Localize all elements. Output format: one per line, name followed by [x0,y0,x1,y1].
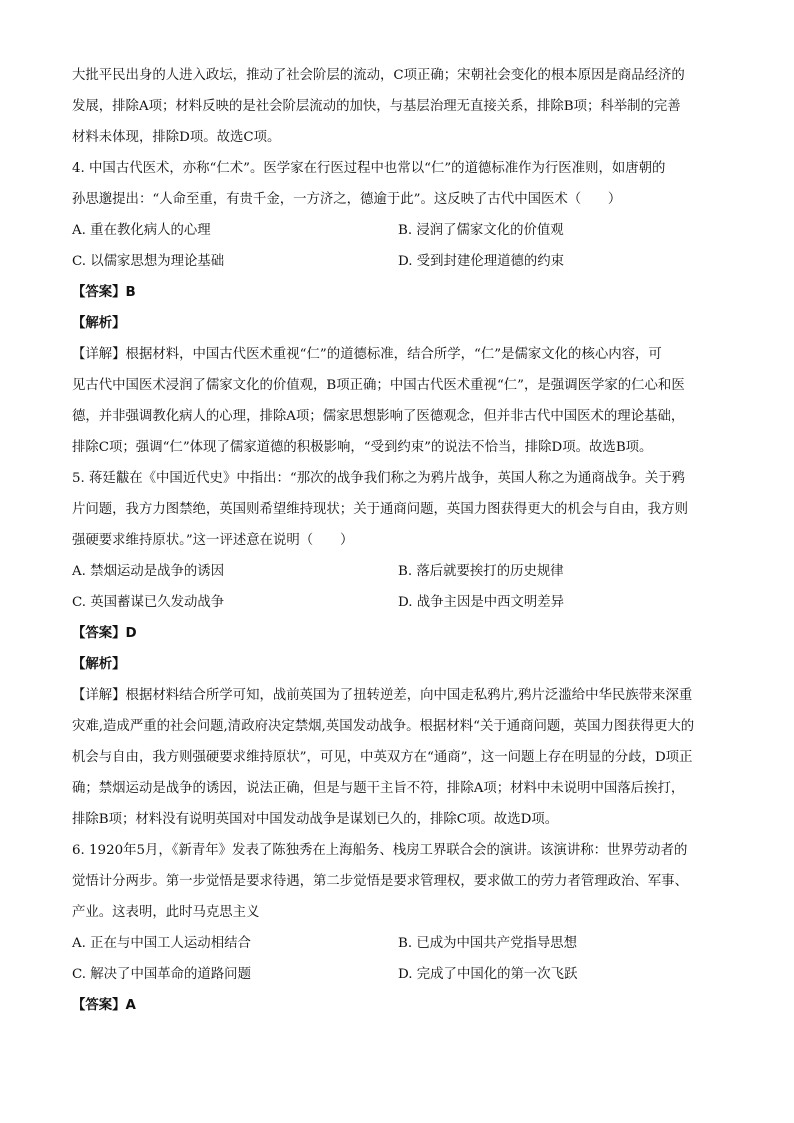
q4-options-row-1 [72,215,724,246]
q5-detail-line-2: 灾难,造成严重的社会问题,清政府决定禁烟,英国发动战争。根据材料“关于通商问题，英国力图获得更大的 [72,719,695,734]
q5-detail-line-5: 排除B项；材料没有说明英国对中国发动战争是谋划已久的，排除C项。故选D项。 [72,812,559,827]
q4-stem-line-2: 孙思邈提出：“人命至重，有贵千金，一方济之，德逾于此”。这反映了古代中国医术（ ） [72,192,622,207]
q6-answer: 【答案】A [72,998,136,1013]
q6-options-row-2 [72,959,724,990]
q5-stem-line-2: 片问题，我方力图禁绝，英国则希望维持现状；关于通商问题，英国力图获得更大的机会与自由，我方则 [72,502,688,517]
q5-detail-line-3: 机会与自由，我方则强硬要求维持原状”，可见，中英双方在“通商”，这一问题上存在明显的分歧，D项正 [72,750,693,765]
prev-explanation-line-1: 大批平民出身的人进入政坛，推动了社会阶层的流动，C项正确；宋朝社会变化的根本原因是商品经济的 [72,68,685,83]
q5-option-a: A. 禁烟运动是战争的诱因 [72,564,225,579]
q5-options-row-1 [72,556,724,587]
q6-stem-line-3: 产业。这表明，此时马克思主义 [72,905,260,920]
document-page [72,60,724,1021]
q5-options-row-2 [72,587,724,618]
q4-option-d: D. 受到封建伦理道德的约束 [398,254,565,269]
q6-option-b: B. 已成为中国共产党指导思想 [398,936,578,951]
q4-detail-line-2: 见古代中国医术浸润了儒家文化的价值观，B项正确；中国古代医术重视“仁”，是强调医学家的仁心和医 [72,378,685,393]
q5-stem-line-3: 强硬要求维持原状。”这一评述意在说明（ ） [72,533,354,548]
q6-option-d: D. 完成了中国化的第一次飞跃 [398,967,578,982]
q5-analysis-title: 【解析】 [72,657,126,672]
q6-stem-line-2: 觉悟计分两步。第一步觉悟是要求待遇，第二步觉悟是要求管理权，要求做工的劳力者管理政治、军事、 [72,874,688,889]
q4-options-row-2 [72,246,724,277]
q4-stem-line-1: 4. 中国古代医术，亦称“仁术”。医学家在行医过程中也常以“仁”的道德标准作为行医准则，如唐朝的 [72,161,666,176]
prev-explanation-line-3: 材料未体现，排除D项。故选C项。 [72,130,281,145]
q4-detail-line-3: 德，并非强调教化病人的心理，排除A项；儒家思想影响了医德观念，但并非古代中国医术的理论基础， [72,409,685,424]
q5-stem-line-1: 5. 蒋廷黻在《中国近代史》中指出：“那次的战争我们称之为鸦片战争，英国人称之为通商战争。关于鸦 [72,471,686,486]
q5-option-c: C. 英国蓄谋已久发动战争 [72,595,225,610]
q4-option-c: C. 以儒家思想为理论基础 [72,254,225,269]
q4-option-b: B. 浸润了儒家文化的价值观 [398,223,564,238]
prev-explanation-line-2: 发展，排除A项；材料反映的是社会阶层流动的加快，与基层治理无直接关系，排除B项；科举制的完善 [72,99,681,114]
q4-option-a: A. 重在教化病人的心理 [72,223,211,238]
q5-detail-line-1: 【详解】根据材料结合所学可知，战前英国为了扭转逆差，向中国走私鸦片,鸦片泛滥给中华民族带来深重 [72,688,693,703]
q5-detail-line-4: 确；禁烟运动是战争的诱因，说法正确，但是与题干主旨不符，排除A项；材料中未说明中国落后挨打， [72,781,685,796]
q5-option-d: D. 战争主因是中西文明差异 [398,595,565,610]
q5-option-b: B. 落后就要挨打的历史规律 [398,564,564,579]
q6-options-row-1 [72,928,724,959]
q4-analysis-title: 【解析】 [72,316,126,331]
q6-stem-line-1: 6. 1920年5月，《新青年》发表了陈独秀在上海船务、栈房工界联合会的演讲。该演讲称：世界劳动者的 [72,843,688,858]
q4-answer: 【答案】B [72,285,136,300]
q4-detail-line-1: 【详解】根据材料，中国古代医术重视“仁”的道德标准，结合所学，“仁”是儒家文化的核心内容，可 [72,347,662,362]
q4-detail-line-4: 排除C项；强调“仁”体现了儒家道德的积极影响，“受到约束”的说法不恰当，排除D项。故选B项。 [72,440,653,455]
q6-option-a: A. 正在与中国工人运动相结合 [72,936,251,951]
q6-option-c: C. 解决了中国革命的道路问题 [72,967,251,982]
q5-answer: 【答案】D [72,626,137,641]
